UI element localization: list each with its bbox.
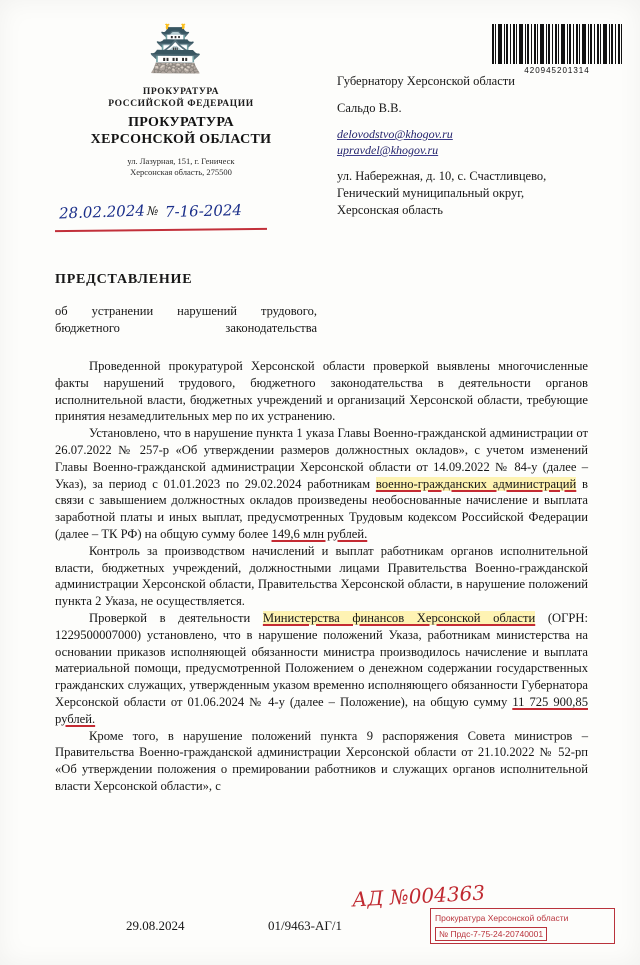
highlight-minfin: Министерства финансов Херсонской области xyxy=(262,610,536,625)
addressee-address-1: ул. Набережная, д. 10, с. Счастливцево, xyxy=(337,169,547,183)
registration-number-label: № xyxy=(147,204,159,218)
letterhead-line3: ПРОКУРАТУРА xyxy=(128,115,234,130)
paragraph-3: Контроль за производством начислений и выплат работникам органов исполнительной власти, бюджетных учреждений, должностными лицами Правительства Военно-гражданской администрации Херсонской области, Правительства Херсонской области, в нарушение положений пункта 2 Указа, не осуществляется. xyxy=(55,543,588,609)
letterhead xyxy=(0,10,640,223)
stamp-line-1: Прокуратура Херсонской области xyxy=(435,913,569,923)
addressee-address-3: Херсонская область xyxy=(337,203,443,217)
address-line-2: Херсонская область, 275500 xyxy=(130,167,232,177)
barcode-icon xyxy=(492,24,622,64)
organization-name-small xyxy=(96,86,266,110)
addressee-block xyxy=(337,72,627,219)
paragraph-2-part-b: в связи с завышением должностных окладов произведены необоснованные начисление и выплата заработной платы и иных выплат, предусмотренных Трудовым кодексом Российской Федерации (далее – ТК РФ) на общую сумму более xyxy=(55,476,588,541)
red-handwritten-annotation: АД №004363 xyxy=(351,880,486,912)
organization-address xyxy=(86,156,276,178)
addressee-email-2: upravdel@khogov.ru xyxy=(337,143,439,157)
organization-name-large xyxy=(86,114,276,148)
paragraph-2-part-a: Установлено, что в нарушение пункта 1 указа Главы Военно-гражданской администрации от 26.07.2022 № 257-р «Об утверждении размеров должностных окладов», с учетом изменений Главы Военно-гражданской администрации Херсонской области от 14.09.2022 № 84-у (далее – Указ), за период с 01.01.2023 по 29.02.2024 работникам xyxy=(55,426,588,491)
letterhead-line4: ХЕРСОНСКОЙ ОБЛАСТИ xyxy=(90,132,272,147)
paragraph-4-part-b: (ОГРН: 1229500007000) установлено, что в нарушение положений Указа, работникам министерства на основании приказов исполняющей обязанности министра производилось начисление и выплата материальной помощи, предусмотренной Положением о денежном содержании государственных гражданских служащих, утвержденным указом временно исполняющего обязанности Губернатора Херсонской области от 01.06.2024 № 4-у (далее – Положение), на общую сумму xyxy=(55,610,589,709)
amount-11-725-900: 11 725 900,85 рублей. xyxy=(55,694,588,726)
status-badge xyxy=(430,908,615,944)
registration-number: 7-16-2024 xyxy=(164,200,243,222)
letterhead-line1: ПРОКУРАТУРА xyxy=(142,87,220,97)
addressee-person: Сальдо В.В. xyxy=(337,101,402,115)
registration-stamp xyxy=(55,200,270,233)
paragraph-4-part-a: Проверкой в деятельности xyxy=(89,610,263,625)
footer-number: 01/9463-АГ/1 xyxy=(268,918,342,933)
registration-date: 28.02.2024 xyxy=(58,201,146,223)
paragraph-1: Проведенной прокуратурой Херсонской области проверкой выявлены многочисленные факты нарушений трудового, бюджетного законодательства в деятельности органов исполнительной власти, бюджетных учреждений и организаций Херсонской области, требующие принятия незамедлительных мер по их устранению. xyxy=(55,359,588,424)
highlight-vga: военно-гражданских администраций xyxy=(375,476,577,491)
registration-underline xyxy=(55,228,267,232)
document-body xyxy=(55,358,588,795)
russian-double-headed-eagle-emblem: 🏯 xyxy=(148,25,203,74)
document-subtitle: об устранении нарушений трудового, бюджетного законодательства xyxy=(55,304,317,335)
addressee-address-2: Генический муниципальный округ, xyxy=(337,186,525,200)
amount-149-6-mln: 149,6 млн рублей. xyxy=(271,526,368,541)
address-line-1: ул. Лазурная, 151, г. Геническ xyxy=(127,156,235,166)
paragraph-4 xyxy=(55,610,588,728)
addressee-email-1: delovodstvo@khogov.ru xyxy=(337,127,453,141)
barcode-digits: 420945201314 xyxy=(524,66,590,75)
paragraph-5: Кроме того, в нарушение положений пункта 9 распоряжения Совета министров – Правительства Военно-гражданской администрации Херсонской области от 21.10.2022 № 52-рп «Об утверждении положения о премировании работников и служащих органов исполнительной власти Херсонской области», с xyxy=(55,728,588,793)
addressee-title: Губернатору Херсонской области xyxy=(337,74,515,88)
paragraph-2 xyxy=(55,425,588,543)
barcode xyxy=(492,24,622,75)
letterhead-line2: РОССИЙСКОЙ ФЕДЕРАЦИИ xyxy=(108,99,254,109)
footer-date: 29.08.2024 xyxy=(126,918,185,933)
stamp-line-2: № Прдс-7-75-24-20740001 xyxy=(435,927,547,941)
page-title: ПРЕДСТАВЛЕНИЕ xyxy=(55,272,193,287)
